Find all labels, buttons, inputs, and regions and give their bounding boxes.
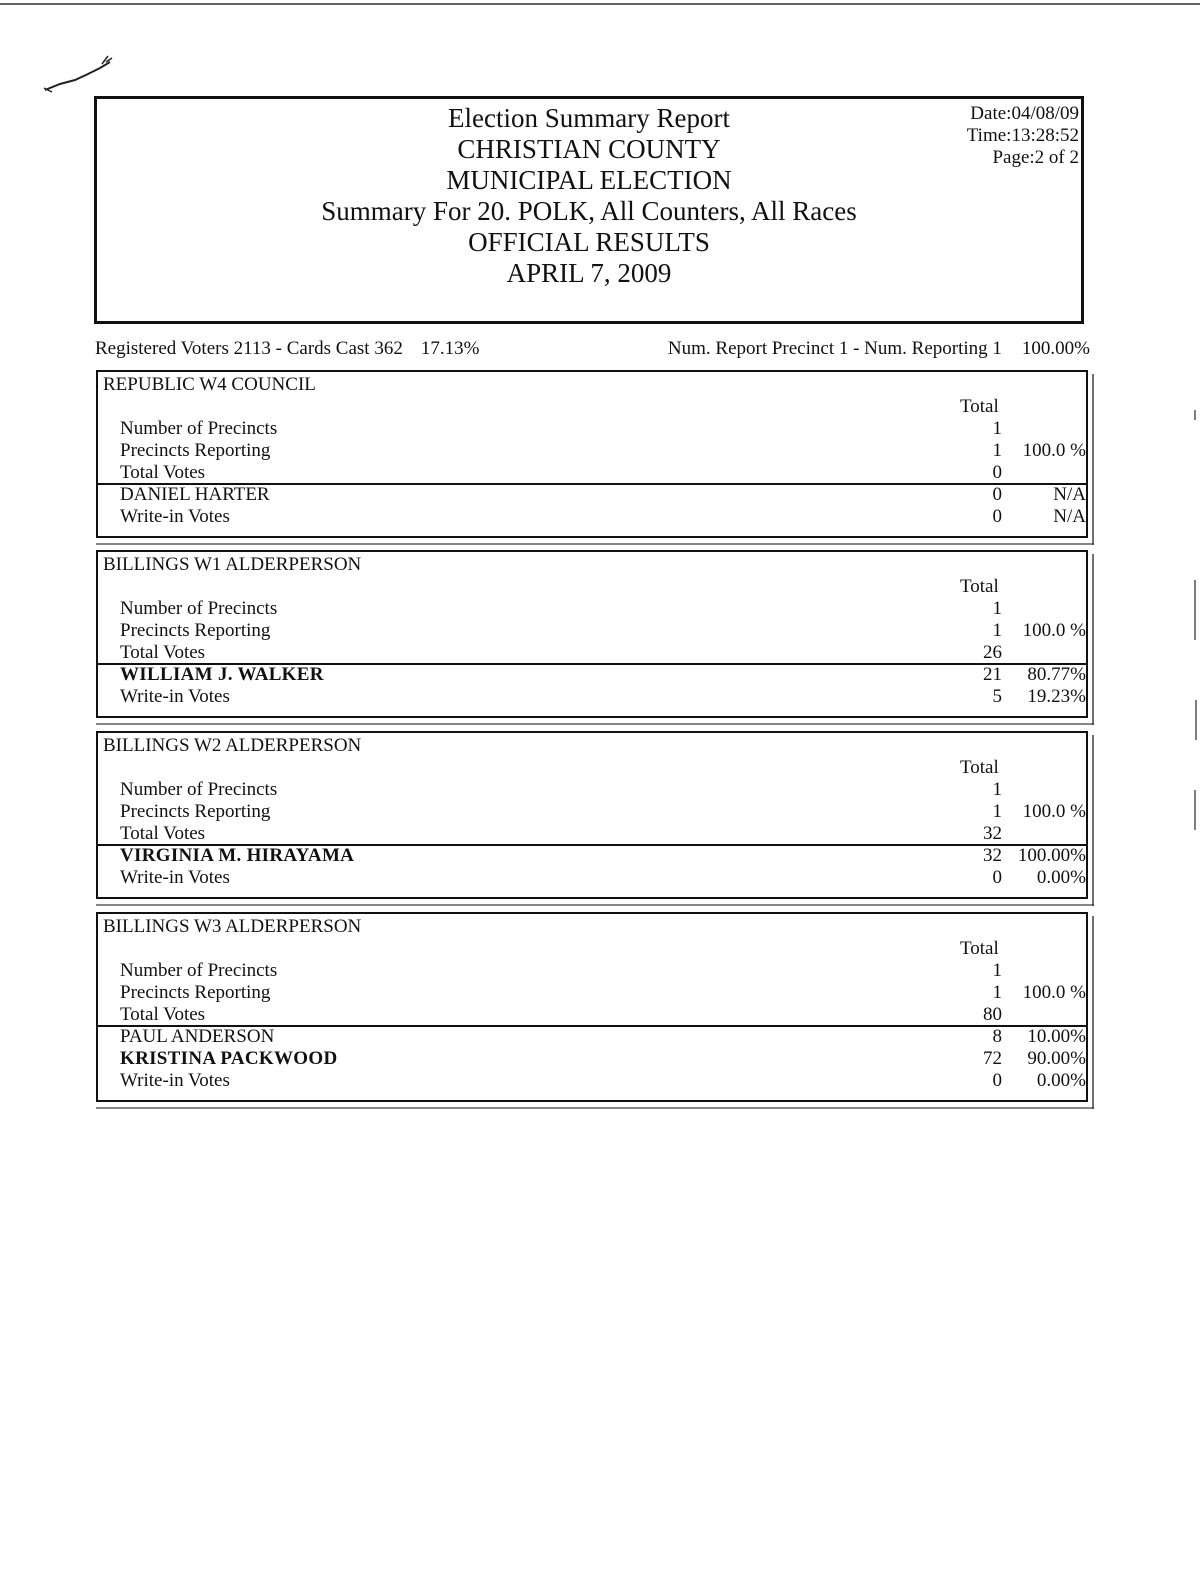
summary-scope: Summary For 20. POLK, All Counters, All Races [321,196,857,226]
stat-label: Precincts Reporting [120,982,271,1003]
total-column-header: Total [960,576,999,597]
scan-smudge-mark [40,50,120,100]
candidate-name: Write-in Votes [120,867,230,888]
candidate-name: PAUL ANDERSON [120,1026,275,1047]
race-box-shadow [96,904,1094,906]
results-status: OFFICIAL RESULTS [468,227,710,257]
stat-label: Total Votes [120,1004,206,1025]
vote-total: 1 [992,620,1002,641]
vote-total: 32 [983,823,1002,844]
vote-total: 21 [983,664,1002,685]
candidate-name: WILLIAM J. WALKER [120,664,324,685]
page-number: Page:2 of 2 [992,147,1079,168]
race-title: REPUBLIC W4 COUNCIL [103,374,316,395]
vote-total: 1 [992,440,1002,461]
precinct-reporting-text: Num. Report Precinct 1 - Num. Reporting 1 [667,338,1002,359]
race-box-shadow [96,723,1094,725]
turnout-percent: 17.13% [420,338,480,359]
vote-percent: 0.00% [1036,1070,1086,1091]
stat-label: Number of Precincts [120,598,278,619]
vote-total: 0 [992,484,1002,505]
stat-label: Precincts Reporting [120,440,271,461]
stat-row [120,801,1086,823]
vote-total: 0 [992,462,1002,483]
report-meta [967,103,1079,169]
stat-row [120,642,1086,664]
vote-total: 1 [992,960,1002,981]
report-header [94,96,1084,324]
registered-voters-summary [95,338,479,360]
vote-total: 0 [992,506,1002,527]
scan-edge-marks [1190,400,1200,900]
vote-total: 8 [992,1026,1002,1047]
vote-total: 72 [983,1048,1002,1069]
stat-row [120,440,1086,462]
vote-total: 26 [983,642,1002,663]
total-column-header: Total [960,757,999,778]
race-box [96,912,1088,1102]
vote-percent: 80.77% [1027,664,1086,685]
stat-row [120,598,1086,620]
report-title: Election Summary Report [448,103,730,133]
stat-label: Total Votes [120,642,206,663]
scan-edge-line [0,3,1200,5]
total-column-header: Total [960,938,999,959]
stat-row [120,823,1086,845]
candidate-name: KRISTINA PACKWOOD [120,1048,338,1069]
vote-percent: 100.00% [1017,845,1086,866]
race-title: BILLINGS W3 ALDERPERSON [103,916,362,937]
candidate-row [120,484,1086,506]
reporting-percent: 100.00% [1021,338,1090,359]
vote-percent: N/A [1053,484,1086,505]
stat-label: Total Votes [120,462,206,483]
race-box-shadow [1092,916,1094,1109]
vote-total: 1 [992,418,1002,439]
vote-total: 5 [992,686,1002,707]
vote-total: 1 [992,598,1002,619]
vote-percent: 100.0 % [1022,620,1086,641]
election-date: APRIL 7, 2009 [506,258,672,288]
candidate-row [120,686,1086,708]
race-box [96,550,1088,718]
candidate-name: VIRGINIA M. HIRAYAMA [120,845,355,866]
race-box-shadow [96,1107,1094,1109]
candidate-row [120,506,1086,528]
vote-percent: 100.0 % [1022,801,1086,822]
candidate-row [120,845,1086,867]
vote-percent: 10.00% [1027,1026,1086,1047]
stat-row [120,1004,1086,1026]
stat-row [120,620,1086,642]
total-column-header: Total [960,396,999,417]
candidate-name: Write-in Votes [120,686,230,707]
vote-percent: 90.00% [1027,1048,1086,1069]
race-box [96,370,1088,538]
report-date: Date:04/08/09 [970,103,1079,124]
registered-voters-text: Registered Voters 2113 - Cards Cast 362 [95,338,403,359]
race-title: BILLINGS W1 ALDERPERSON [103,554,362,575]
stat-label: Precincts Reporting [120,801,271,822]
race-box-shadow [1092,374,1094,545]
vote-total: 1 [992,801,1002,822]
candidate-name: DANIEL HARTER [120,484,270,505]
vote-total: 0 [992,867,1002,888]
precinct-reporting-summary [668,338,1090,360]
candidate-row [120,1070,1086,1092]
report-time: Time:13:28:52 [966,125,1079,146]
vote-total: 0 [992,1070,1002,1091]
vote-total: 1 [992,779,1002,800]
candidate-row [120,867,1086,889]
candidate-name: Write-in Votes [120,506,230,527]
vote-percent: N/A [1053,506,1086,527]
vote-percent: 100.0 % [1022,982,1086,1003]
vote-percent: 0.00% [1036,867,1086,888]
election-type: MUNICIPAL ELECTION [446,165,732,195]
stat-label: Number of Precincts [120,779,278,800]
race-box [96,731,1088,899]
candidate-row [120,664,1086,686]
stat-label: Total Votes [120,823,206,844]
vote-percent: 19.23% [1027,686,1086,707]
vote-total: 32 [983,845,1002,866]
vote-total: 1 [992,982,1002,1003]
stat-label: Precincts Reporting [120,620,271,641]
race-box-shadow [1092,554,1094,725]
race-box-shadow [96,543,1094,545]
stat-label: Number of Precincts [120,960,278,981]
candidate-name: Write-in Votes [120,1070,230,1091]
stat-label: Number of Precincts [120,418,278,439]
race-box-shadow [1092,735,1094,906]
candidate-row [120,1048,1086,1070]
race-title: BILLINGS W2 ALDERPERSON [103,735,362,756]
vote-total: 80 [983,1004,1002,1025]
stat-row [120,462,1086,484]
candidate-row [120,1026,1086,1048]
stat-row [120,779,1086,801]
stat-row [120,982,1086,1004]
report-title-block [97,103,1081,289]
vote-percent: 100.0 % [1022,440,1086,461]
county-name: CHRISTIAN COUNTY [457,134,721,164]
stat-row [120,960,1086,982]
stat-row [120,418,1086,440]
